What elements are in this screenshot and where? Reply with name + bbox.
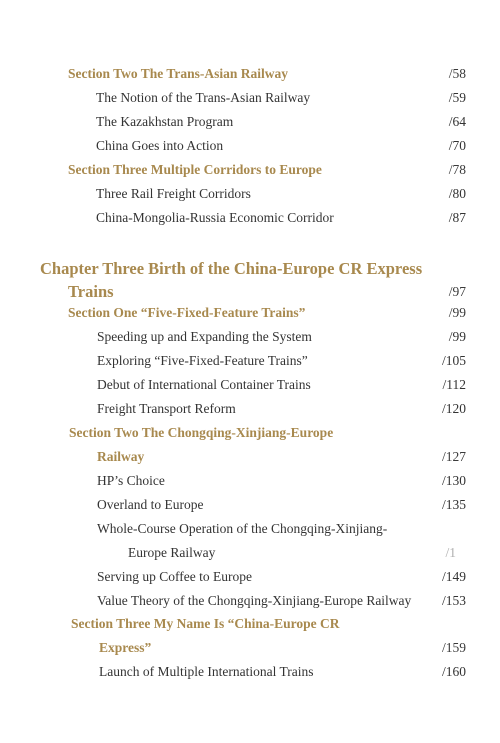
item-title: Whole-Course Operation of the Chongqing-Xinjiang- [97, 521, 388, 536]
page-number: /64 [448, 114, 466, 129]
toc-section-entry[interactable] [0, 160, 500, 180]
item-title: Overland to Europe [97, 497, 204, 512]
page-number: /70 [448, 138, 466, 153]
toc-item-entry[interactable] [0, 136, 500, 156]
section-title: Section Two The Trans-Asian Railway [68, 66, 289, 81]
page-number: /80 [448, 186, 466, 201]
section-title: Section Three My Name Is “China-Europe CR [71, 616, 340, 631]
item-title: HP’s Choice [97, 473, 165, 488]
chapter-title: Trains [68, 282, 114, 301]
toc-section-entry[interactable] [0, 614, 500, 634]
item-title: Value Theory of the Chongqing-Xinjiang-Europe Railway [97, 593, 412, 608]
toc-item-entry-continued[interactable] [0, 543, 500, 563]
item-title: Three Rail Freight Corridors [96, 186, 251, 201]
item-title: The Notion of the Trans-Asian Railway [96, 90, 311, 105]
item-title: Serving up Coffee to Europe [97, 569, 252, 584]
toc-item-entry[interactable] [0, 351, 500, 371]
item-title: Speeding up and Expanding the System [97, 329, 312, 344]
toc-section-entry-continued[interactable] [0, 447, 500, 467]
item-title: China-Mongolia-Russia Economic Corridor [96, 210, 334, 225]
toc-item-entry[interactable] [0, 184, 500, 204]
page-number: /127 [441, 449, 466, 464]
page-number: /112 [442, 377, 466, 392]
toc-item-entry[interactable] [0, 399, 500, 419]
page-number: /97 [448, 284, 466, 299]
page-number: /99 [448, 329, 466, 344]
toc-item-entry[interactable] [0, 567, 500, 587]
item-title: Debut of International Container Trains [97, 377, 311, 392]
toc-item-entry[interactable] [0, 88, 500, 108]
page-number: /87 [448, 210, 466, 225]
toc-item-entry[interactable] [0, 327, 500, 347]
toc-section-entry[interactable] [0, 423, 500, 443]
item-title: Exploring “Five-Fixed-Feature Trains” [97, 353, 308, 368]
chapter-title: Chapter Three Birth of the China-Europe CR Express [40, 259, 423, 278]
page-number: /153 [441, 593, 466, 608]
section-title: Railway [97, 449, 145, 464]
toc-item-entry[interactable] [0, 662, 500, 682]
toc-item-entry[interactable] [0, 112, 500, 132]
toc-item-entry[interactable] [0, 375, 500, 395]
toc-section-entry[interactable] [0, 303, 500, 323]
toc-item-entry[interactable] [0, 471, 500, 491]
toc-chapter-entry[interactable] [0, 258, 500, 280]
toc-section-entry[interactable] [0, 64, 500, 84]
toc-chapter-entry-continued[interactable] [0, 281, 500, 303]
page-number: /159 [441, 640, 466, 655]
toc-item-entry[interactable] [0, 519, 500, 539]
section-title: Section Two The Chongqing-Xinjiang-Europe [69, 425, 334, 440]
page-number: /58 [448, 66, 466, 81]
page-number: /149 [441, 569, 466, 584]
page-number: /59 [448, 90, 466, 105]
toc-section-entry-continued[interactable] [0, 638, 500, 658]
section-title: Express” [99, 640, 152, 655]
item-title: The Kazakhstan Program [96, 114, 234, 129]
section-title: Section One “Five-Fixed-Feature Trains” [68, 305, 306, 320]
page-number: /120 [441, 401, 466, 416]
page-number: /78 [448, 162, 466, 177]
page-number: /99 [448, 305, 466, 320]
item-title: Freight Transport Reform [97, 401, 236, 416]
toc-item-entry[interactable] [0, 591, 500, 611]
item-title: Launch of Multiple International Trains [99, 664, 314, 679]
toc-item-entry[interactable] [0, 208, 500, 228]
item-title: China Goes into Action [96, 138, 224, 153]
toc-item-entry[interactable] [0, 495, 500, 515]
page-number: /130 [441, 473, 466, 488]
page-number: /105 [441, 353, 466, 368]
section-title: Section Three Multiple Corridors to Europe [68, 162, 322, 177]
page-number: /1 [445, 545, 456, 560]
page-number: /135 [441, 497, 466, 512]
page-number: /160 [441, 664, 466, 679]
item-title: Europe Railway [128, 545, 216, 560]
